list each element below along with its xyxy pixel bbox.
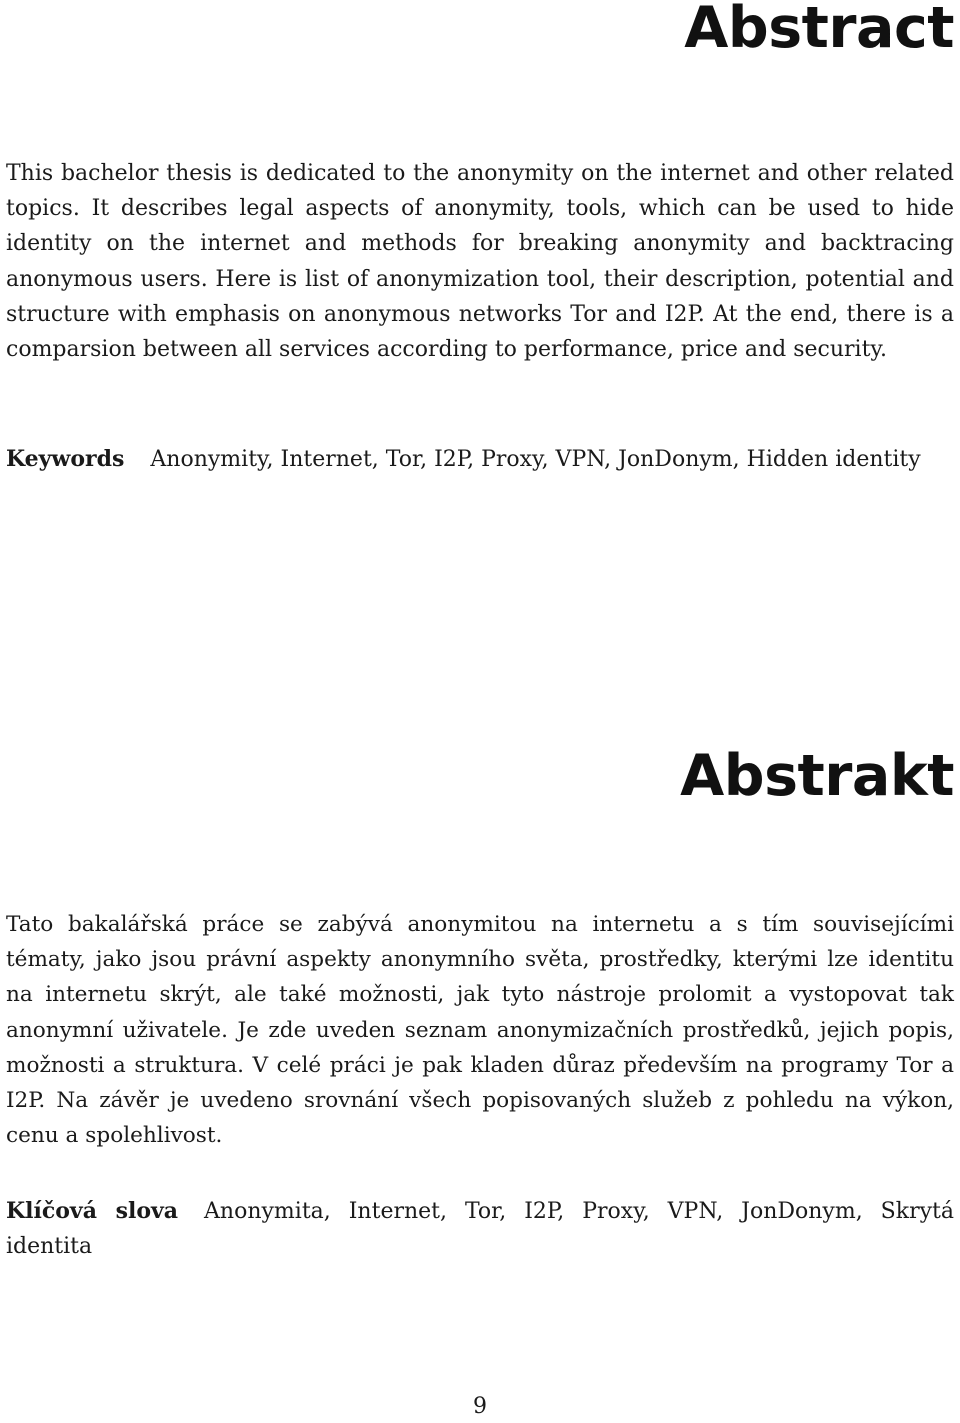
abstrakt-paragraph: Tato bakalářská práce se zabývá anonymitou na internetu a s tím souvisejícími tématy, jako jsou právní aspekty anonymního světa, prostředky, kterými lze identitu na internetu skrýt, ale také možnosti, jak tyto nástroje prolomit a vystopovat tak anonymní uživatele. Je zde uveden seznam anonymizačních prostředků, jejich popis, možnosti a struktura. V celé práci je pak kladen důraz především na programy Tor a I2P. Na závěr je uvedeno srovnání všech popisovaných služeb z pohledu na výkon, cenu a spolehlivost.: [6, 912, 954, 1149]
klicova-slova-label: Klíčová slova: [6, 1198, 179, 1224]
keywords-text: Anonymity, Internet, Tor, I2P, Proxy, VPN, JonDonym, Hidden identity: [150, 447, 921, 472]
abstract-paragraph: This bachelor thesis is dedicated to the anonymity on the internet and other related topics. It describes legal aspects of anonymity, tools, which can be used to hide identity on the internet and methods for breaking anonymity and backtracing anonymous users. Here is list of anonymization tool, their description, potential and structure with emphasis on anonymous networks Tor and I2P. At the end, there is a comparsion between all services according to performance, price and security.: [6, 161, 954, 363]
keywords-line: [6, 442, 954, 477]
abstrakt-heading: Abstrakt: [680, 743, 954, 809]
klicova-slova-line: [6, 1194, 954, 1264]
page-number: 9: [473, 1394, 487, 1419]
abstract-heading: Abstract: [684, 0, 954, 61]
keywords-label: Keywords: [6, 446, 125, 472]
klicova-slova-text: Anonymita, Internet, Tor, I2P, Proxy, VPN, JonDonym, Skrytá identita: [6, 1199, 954, 1260]
